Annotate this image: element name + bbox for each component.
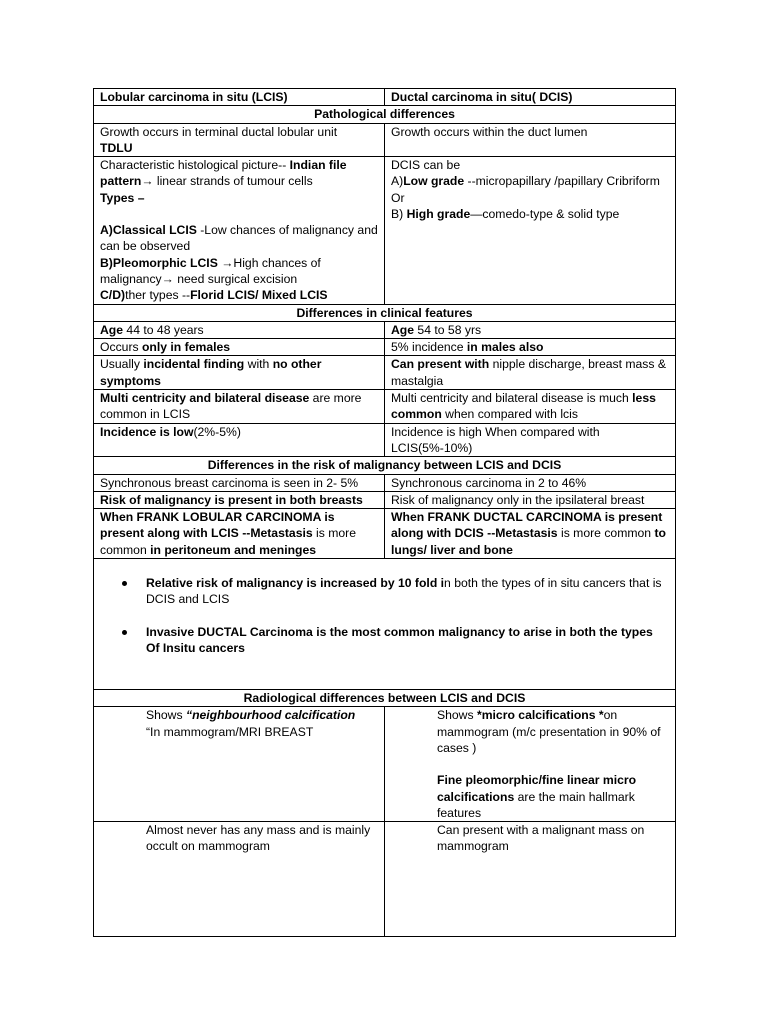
cell-dcis-incidence: Incidence is high When compared with LCIS(5%-10%) <box>385 423 676 457</box>
text: DCIS can be <box>391 158 461 173</box>
text-bold: Age <box>391 322 415 337</box>
cell-lcis-risk: Risk of malignancy is present in both breasts <box>94 491 385 508</box>
text: Shows <box>146 708 186 723</box>
text: nipple discharge, breast mass & mastalgia <box>391 357 667 388</box>
table-row <box>94 474 676 491</box>
text-bold-italic: “neighbourhood calcification <box>185 708 356 723</box>
text-bold: to lungs/ liver and bone <box>391 526 666 557</box>
table-row <box>94 390 676 424</box>
list-item <box>94 575 675 608</box>
notes-row <box>94 559 676 690</box>
cell-dcis-calcification <box>385 707 676 822</box>
text-bold: *micro calcifications * <box>476 708 604 723</box>
table-row <box>94 321 676 338</box>
text-bold: incidental finding <box>143 357 245 372</box>
text: B) <box>391 207 407 222</box>
text: Multi centricity and bilateral disease is much <box>391 391 633 406</box>
text-bold: High grade <box>406 207 471 222</box>
table-row <box>94 509 676 559</box>
table-row <box>94 707 676 822</box>
notes-cell <box>94 559 676 690</box>
cell-dcis-multicentric <box>385 390 676 424</box>
text-bold: When FRANK LOBULAR CARCINOMA is present along with LCIS --Metastasis <box>100 510 335 541</box>
text: -Low chances of malignancy and can be observed <box>100 223 378 254</box>
cell-lcis-synchronous: Synchronous breast carcinoma is seen in 2- 5% <box>94 474 385 491</box>
spacer <box>100 206 378 222</box>
cell-dcis-symptoms <box>385 356 676 390</box>
cell-dcis-synchronous: Synchronous carcinoma in 2 to 46% <box>385 474 676 491</box>
text: 5% incidence <box>391 340 467 355</box>
text: is more common <box>557 526 655 541</box>
text: Occurs <box>100 340 142 355</box>
text-bold: Multi centricity and bilateral disease <box>100 391 310 406</box>
text: Usually <box>100 357 144 372</box>
section-heading-malignancy: Differences in the risk of malignancy between LCIS and DCIS <box>94 457 676 474</box>
text: is more common <box>100 526 356 557</box>
text: A) <box>391 174 404 189</box>
section-heading-pathological: Pathological differences <box>94 106 676 123</box>
cell-lcis-calcification <box>94 707 385 822</box>
text-bold: C/D) <box>100 288 126 303</box>
text-bold: Florid LCIS/ Mixed LCIS <box>190 288 328 303</box>
text-bold: only in females <box>141 340 231 355</box>
text-bold: Age <box>100 322 124 337</box>
text-bold: Relative risk of malignancy is increased by 10 fold i <box>146 576 445 591</box>
header-lcis: Lobular carcinoma in situ (LCIS) <box>94 89 385 106</box>
cell-dcis-sex <box>385 339 676 356</box>
cell-dcis-age <box>385 321 676 338</box>
arrow-right-icon: → <box>141 174 154 189</box>
notes-list <box>94 575 675 656</box>
text-bold: Incidence is low <box>100 424 194 439</box>
text: ther types -- <box>125 288 191 303</box>
text: 44 to 48 years <box>123 322 204 337</box>
cell-lcis-age <box>94 321 385 338</box>
text-bold: When FRANK DUCTAL CARCINOMA is present along with DCIS --Metastasis <box>391 510 663 541</box>
text: Characteristic histological picture-- <box>100 158 290 173</box>
section-row <box>94 304 676 321</box>
cell-lcis-multicentric <box>94 390 385 424</box>
table-row <box>94 157 676 304</box>
document-page <box>93 88 675 937</box>
bullet-icon <box>122 630 127 635</box>
text: --micropapillary /papillary Cribriform Or <box>391 174 660 205</box>
table-row <box>94 339 676 356</box>
text: —comedo-type & solid type <box>470 207 620 222</box>
text-bold: in peritoneum and meninges <box>150 542 317 557</box>
cell-dcis-mass: Can present with a malignant mass on mammogram <box>385 822 676 937</box>
cell-lcis-frank <box>94 509 385 559</box>
text-bold: less common <box>391 391 656 422</box>
text-bold: no other symptoms <box>100 357 322 388</box>
text-bold: in males also <box>466 340 544 355</box>
cell-lcis-symptoms <box>94 356 385 390</box>
table-header-row <box>94 89 676 106</box>
text: 54 to 58 yrs <box>414 322 482 337</box>
bullet-icon <box>122 581 127 586</box>
text: need surgical excision <box>173 271 298 286</box>
text: on mammogram (m/c presentation in 90% of cases ) <box>437 708 661 755</box>
cell-dcis-risk: Risk of malignancy only in the ipsilateral breast <box>385 491 676 508</box>
table-row <box>94 356 676 390</box>
text-bold: Low grade <box>403 174 465 189</box>
section-row <box>94 457 676 474</box>
text: “In mammogram/MRI BREAST <box>146 724 314 739</box>
spacer <box>94 608 675 624</box>
list-item <box>94 624 675 657</box>
text: when compared with lcis <box>441 407 578 422</box>
table-row <box>94 491 676 508</box>
cell-lcis-incidence <box>94 423 385 457</box>
text-bold: Can present with <box>391 357 490 372</box>
section-heading-clinical: Differences in clinical features <box>94 304 676 321</box>
cell-lcis-histology <box>94 157 385 304</box>
table-row <box>94 423 676 457</box>
cell-lcis-growth <box>94 123 385 157</box>
lcis-dcis-comparison-table <box>93 88 676 937</box>
cell-lcis-sex <box>94 339 385 356</box>
table-row <box>94 123 676 157</box>
arrow-right-icon: → <box>161 271 174 286</box>
header-dcis: Ductal carcinoma in situ( DCIS) <box>385 89 676 106</box>
cell-dcis-growth: Growth occurs within the duct lumen <box>385 123 676 157</box>
text: are the main hallmark features <box>437 789 635 820</box>
section-row <box>94 690 676 707</box>
text-bold: Indian file pattern <box>100 158 347 189</box>
cell-dcis-histology <box>385 157 676 304</box>
text-bold: B)Pleomorphic LCIS <box>100 255 218 270</box>
text: High chances of malignancy <box>100 255 321 286</box>
text-bold: Fine pleomorphic/fine linear micro calcifications <box>437 773 637 804</box>
cell-lcis-mass: Almost never has any mass and is mainly occult on mammogram <box>94 822 385 937</box>
text-bold: A)Classical LCIS <box>100 223 197 238</box>
spacer <box>437 756 663 772</box>
cell-dcis-frank <box>385 509 676 559</box>
section-heading-radiological: Radiological differences between LCIS and DCIS <box>94 690 676 707</box>
text-bold: TDLU <box>100 140 133 155</box>
text: Growth occurs in terminal ductal lobular unit <box>100 124 338 139</box>
text: Shows <box>437 708 477 723</box>
text: (2%-5%) <box>193 424 241 439</box>
section-row <box>94 106 676 123</box>
text: linear strands of tumour cells <box>153 174 313 189</box>
text-bold: Invasive DUCTAL Carcinoma is the most common malignancy to arise in both the types Of Insitu cancers <box>146 624 653 655</box>
text: are more common in LCIS <box>100 391 362 422</box>
arrow-right-icon: → <box>217 255 234 270</box>
text: n both the types of in situ cancers that is DCIS and LCIS <box>146 576 662 607</box>
text: with <box>244 357 273 372</box>
table-row <box>94 822 676 937</box>
types-label: Types – <box>100 190 145 205</box>
